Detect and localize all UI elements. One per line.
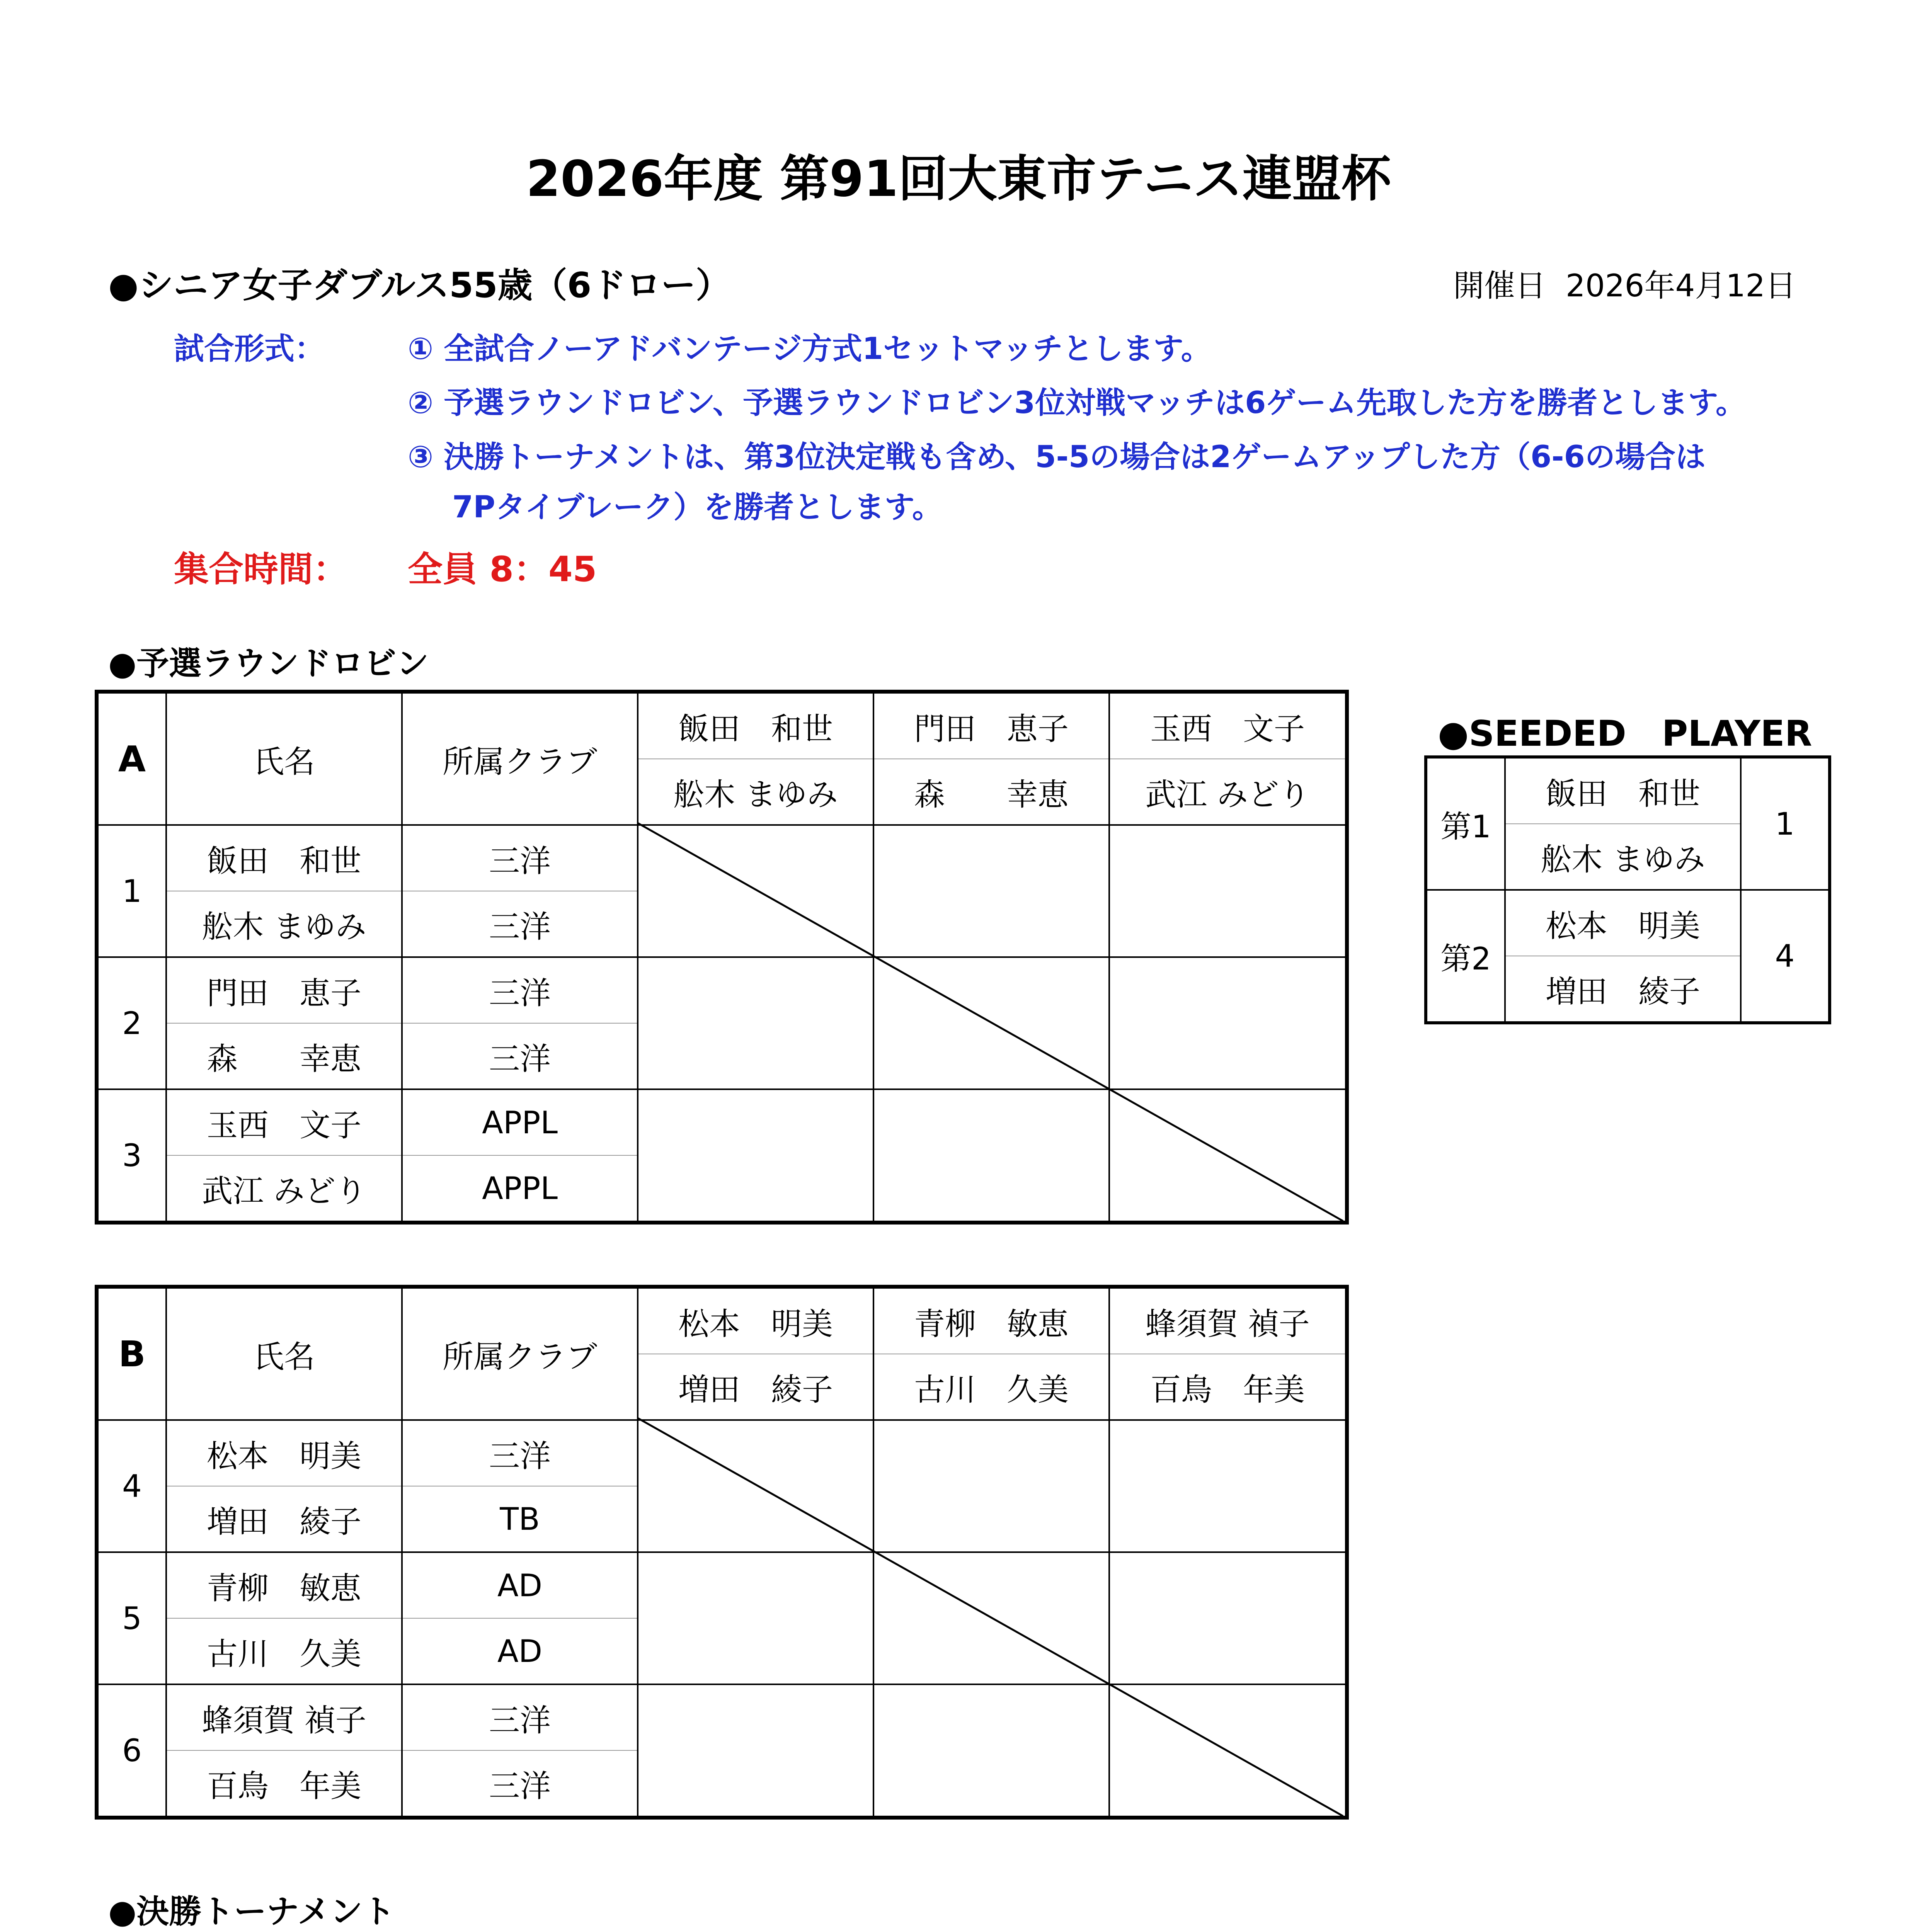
final-heading: ●決勝トーナメント: [108, 1893, 395, 1930]
header-name: 氏名: [166, 692, 402, 825]
rule-2: ② 予選ラウンドロビン、予選ラウンドロビン3位対戦マッチは6ゲーム先取した方を勝者とします。: [408, 386, 1746, 420]
round-robin-heading: ●予選ラウンドロビン: [108, 645, 429, 682]
player-name: 門田 恵子: [166, 957, 402, 1023]
group-b-table: [95, 1285, 1349, 1820]
seed-number: 4: [1741, 890, 1830, 1023]
team-number: 5: [97, 1552, 166, 1684]
result-cell-self: [638, 825, 873, 957]
result-cell: [638, 957, 873, 1089]
player-name: 舩木 まゆみ: [166, 891, 402, 957]
result-cell-self: [638, 1420, 873, 1552]
player-club: TB: [402, 1486, 638, 1552]
player-name: 増田 綾子: [166, 1486, 402, 1552]
player-name: 蜂須賀 禎子: [166, 1684, 402, 1750]
result-cell: [1109, 957, 1347, 1089]
header-team-3-p1: 玉西 文子: [1109, 692, 1347, 759]
result-cell: [1109, 825, 1347, 957]
seeded-table: [1424, 755, 1831, 1024]
player-name: 武江 みどり: [166, 1155, 402, 1223]
header-team-3-p2: 武江 みどり: [1109, 759, 1347, 825]
seed-label: 第2: [1426, 890, 1505, 1023]
header-team-1-p1: 飯田 和世: [638, 692, 873, 759]
result-cell-self: [873, 957, 1109, 1089]
player-name: 森 幸恵: [166, 1023, 402, 1089]
header-team-5-p2: 古川 久美: [873, 1354, 1109, 1420]
seed-player: 舩木 まゆみ: [1505, 824, 1741, 890]
player-club: AD: [402, 1618, 638, 1684]
event-date: [1453, 261, 1796, 305]
date-value: 2026年4月12日: [1565, 268, 1796, 304]
assembly-label: 集合時間：: [174, 549, 348, 590]
player-name: 松本 明美: [166, 1420, 402, 1486]
header-team-4-p1: 松本 明美: [638, 1287, 873, 1354]
seed-number: 1: [1741, 757, 1830, 890]
seeded-heading: ●SEEDED PLAYER: [1438, 713, 1812, 754]
header-club: 所属クラブ: [402, 1287, 638, 1420]
player-name: 玉西 文子: [166, 1089, 402, 1155]
result-cell: [638, 1089, 873, 1223]
header-team-2-p1: 門田 恵子: [873, 692, 1109, 759]
result-cell-self: [1109, 1089, 1347, 1223]
player-name: 百鳥 年美: [166, 1750, 402, 1818]
player-club: 三洋: [402, 957, 638, 1023]
result-cell-self: [1109, 1684, 1347, 1818]
seed-player: 飯田 和世: [1505, 757, 1741, 824]
player-club: APPL: [402, 1089, 638, 1155]
group-a-table: [95, 690, 1349, 1225]
team-number: 4: [97, 1420, 166, 1552]
player-club: 三洋: [402, 1420, 638, 1486]
seed-player: 松本 明美: [1505, 890, 1741, 956]
event-title: ●シニア女子ダブルス55歳（6ドロー）: [108, 265, 731, 306]
rule-4: 7Pタイブレーク）を勝者とします。: [452, 490, 943, 525]
player-club: APPL: [402, 1155, 638, 1223]
result-cell: [638, 1684, 873, 1818]
header-team-5-p1: 青柳 敏恵: [873, 1287, 1109, 1354]
player-name: 青柳 敏恵: [166, 1552, 402, 1618]
result-cell: [638, 1552, 873, 1684]
result-cell: [1109, 1552, 1347, 1684]
rule-3: ③ 決勝トーナメントは、第3位決定戦も含め、5-5の場合は2ゲームアップした方（6-6の場合は: [408, 440, 1706, 474]
assembly-time: 全員 8：45: [408, 549, 597, 590]
result-cell: [873, 1420, 1109, 1552]
group-label: B: [97, 1287, 166, 1420]
group-label: A: [97, 692, 166, 825]
player-name: 古川 久美: [166, 1618, 402, 1684]
team-number: 2: [97, 957, 166, 1089]
team-number: 6: [97, 1684, 166, 1818]
result-cell: [1109, 1420, 1347, 1552]
team-number: 1: [97, 825, 166, 957]
player-club: AD: [402, 1552, 638, 1618]
result-cell: [873, 1089, 1109, 1223]
result-cell: [873, 1684, 1109, 1818]
header-name: 氏名: [166, 1287, 402, 1420]
header-team-6-p2: 百鳥 年美: [1109, 1354, 1347, 1420]
date-label: 開催日: [1453, 268, 1546, 304]
rule-1: ① 全試合ノーアドバンテージ方式1セットマッチとします。: [408, 332, 1211, 366]
rules-label: 試合形式：: [174, 332, 325, 366]
header-team-6-p1: 蜂須賀 禎子: [1109, 1287, 1347, 1354]
header-club: 所属クラブ: [402, 692, 638, 825]
seed-player: 増田 綾子: [1505, 956, 1741, 1023]
player-club: 三洋: [402, 1023, 638, 1089]
player-name: 飯田 和世: [166, 825, 402, 891]
header-team-2-p2: 森 幸恵: [873, 759, 1109, 825]
player-club: 三洋: [402, 891, 638, 957]
header-team-4-p2: 増田 綾子: [638, 1354, 873, 1420]
player-club: 三洋: [402, 825, 638, 891]
player-club: 三洋: [402, 1750, 638, 1818]
header-team-1-p2: 舩木 まゆみ: [638, 759, 873, 825]
page-title: 2026年度 第91回大東市テニス連盟杯: [526, 150, 1391, 208]
player-club: 三洋: [402, 1684, 638, 1750]
seed-label: 第1: [1426, 757, 1505, 890]
team-number: 3: [97, 1089, 166, 1223]
result-cell: [873, 825, 1109, 957]
result-cell-self: [873, 1552, 1109, 1684]
